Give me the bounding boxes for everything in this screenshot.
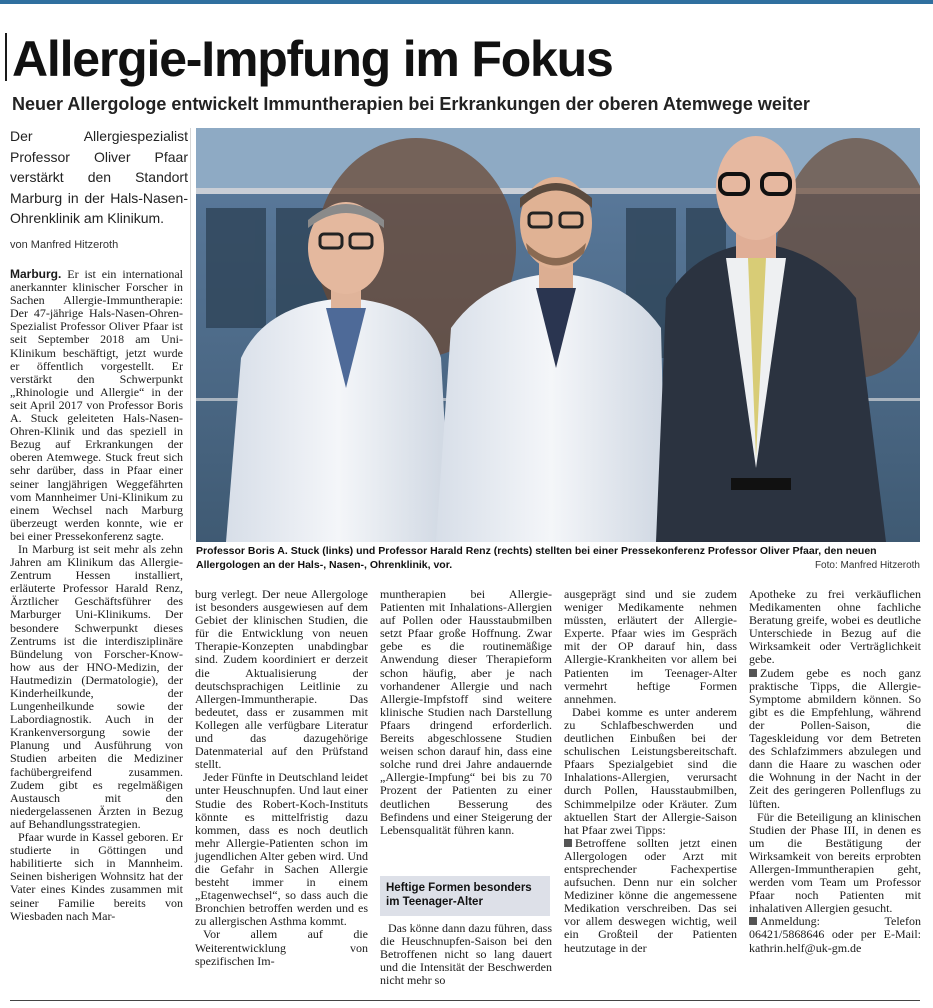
article-paragraph: [564, 837, 737, 955]
article-paragraph: Dabei komme es unter anderem zu Schlafbeschwerden und deutlichen Einbußen bei der schulischen Leistungsbereitschaft. Pfaars Spezialgebiet sind die Inhalations-Allergien, verursacht durch Pollen, Hausstaubmilben, Schimmelpilze oder Kräuter. Zum aktuellen Start der Allergie-Saison hat Pfaar zwei Tipps:: [564, 704, 737, 837]
photo-illustration: [196, 128, 920, 542]
section-subhead: Heftige Formen besonders im Teenager-Alter: [380, 876, 550, 916]
article-column-5: [749, 588, 921, 955]
article-column-2: [195, 588, 368, 968]
page-title: Allergie-Impfung im Fokus: [12, 31, 613, 87]
bullet-square-icon: [749, 917, 757, 925]
article-paragraph: In Marburg ist seit mehr als zehn Jahren am Klinikum das Allergie-Zentrum Hessen installiert, erläuterte Professor Harald Renz, Ärztlicher Geschäftsführer des Marburger Uni-Klinikums. Der besondere Schwerpunkt dieses Zentrums ist die interdisziplinäre Bündelung von Forscher-Know-how aus der HNO-Medizin, der Hautmedizin (Dermatologie), der Kinderheilkunde, der Lungenheilkunde sowie der Labordiagnostik. Auch in der Krankenversorgung sowie der Planung und Ausführung von Studien arbeiten die Mediziner fachübergreifend zusammen. Zudem gibt es regelmäßigen Austausch mit den niedergelassenen Ärzten in Bezug auf Behandlungsstrategien.: [10, 541, 183, 831]
top-rule: [0, 0, 933, 4]
article-paragraph: burg verlegt. Der neue Allergologe ist besonders ausgewiesen auf dem Gebiet der klinischen Studien, die für die Entwicklung von neuen Therapie-Konzepten unabdingbar sind. Zudem koordiniert er derzeit die Aktualisierung der deutschsprachigen Leitlinie zu Allergen-Immuntherapie. Das bedeutet, dass er zusammen mit Kollegen alle verfügbare Literatur und das dazugehörige Datenmaterial auf den Prüfstand stellt.: [195, 587, 368, 772]
article-paragraph: Pfaar wurde in Kassel geboren. Er studierte in Göttingen und habilitierte sich in Mannheim. Seinen bisherigen Wohnsitz hat der Vater eines Kindes zusammen mit seiner Familie bereits von Wiesbaden nach Mar-: [10, 830, 183, 923]
dateline: Marburg.: [10, 267, 62, 281]
byline: von Manfred Hitzeroth: [10, 239, 119, 251]
bullet-square-icon: [749, 669, 757, 677]
article-column-4: [564, 588, 737, 955]
photo-caption: Professor Boris A. Stuck (links) und Professor Harald Renz (rechts) stellten bei einer Pressekonferenz Professor Oliver Pfaar, den neuen Allergologen an der Hals-, Nasen-, Ohrenklinik, vor.: [196, 545, 877, 571]
article-paragraph: Für die Beteiligung an klinischen Studien der Phase III, in denen es um die Bestätigung der Wirksamkeit von bereits erprobten Allergen-Immuntherapien geht, werden vom Team um Professor Pfaar noch Patienten mit inhalativen Allergien gesucht.: [749, 809, 921, 916]
article-paragraph: [749, 667, 921, 811]
article-paragraph: Vor allem auf die Weiterentwicklung von spezifischen Im-: [195, 927, 368, 968]
article-column-1: [10, 268, 183, 923]
column-divider: [190, 128, 191, 540]
subtitle: Neuer Allergologe entwickelt Immuntherapien bei Erkrankungen der oberen Atemwege weiter: [12, 94, 810, 114]
teaser: Der Allergiespezialist Professor Oliver Pfaar verstärkt den Standort Marburg in der Hals-Nasen-Ohrenklinik am Klinikum.: [10, 128, 188, 226]
article-paragraph: [10, 268, 183, 543]
paragraph-text: Er ist ein international anerkannter klinischer Forscher in Sachen Allergie-Immuntherapie: Der 47-jährige Hals-Nasen-Ohren-Spezialist Professor Oliver Pfaar ist seit September 2018 am Uni-Klinikum beschäftigt, jetzt wurde er öffentlich vorgestellt. Er verstärkt den Schwerpunkt „Rhinologie und Allergie“ in der seit April 2017 von Professor Boris A. Stuck geleiteten Hals-Nasen-Ohren-Klinik und das speziell in Bezug auf Erkrankungen der oberen Atemwege. Stuck freut sich sehr darüber, dass in Pfaar einer seiner langjährigen Weggefährten vom Mannheimer Uni-Klinikum zu einem Wechsel nach Marburg überzeugt werden konnte, wie er bei einer Pressekonferenz sagte.: [10, 267, 183, 543]
article-photo: [196, 128, 920, 542]
bullet-square-icon: [564, 839, 572, 847]
article-paragraph: ausgeprägt sind und sie zudem weniger Medikamente nehmen müssten, erläutert der Allergie-Experte. Pfaar wies im Gespräch mit der OP darauf hin, dass Allergie-Krankheiten vor allem bei Patienten im Teenager-Alter vermehrt heftige Formen annehmen.: [564, 587, 737, 706]
article-column-3b: [380, 922, 552, 987]
article-paragraph: [749, 915, 921, 954]
bottom-rule: [10, 1000, 920, 1001]
photo-credit: Foto: Manfred Hitzeroth: [814, 560, 920, 571]
article-column-3: [380, 588, 552, 837]
article-paragraph: Jeder Fünfte in Deutschland leidet unter Heuschnupfen. Und laut einer Studie des Robert-Koch-Instituts könnte es mittelfristig dazu kommen, dass es noch deutlich mehr Allergie-Patienten schon im jugendlichen Alter geben wird. Und die Gefahr in Sachen Allergie besteht immer in einem „Etagenwechsel“, so dass auch die Bronchien betroffen werden und es zu allergischen Asthma kommt.: [195, 770, 368, 929]
paragraph-text: Betroffene sollten jetzt einen Allergologen oder Arzt mit entsprechender Fachexpertise aufsuchen. Denn nur ein solcher Mediziner könne die angemessene Medikation verschreiben. Das sei vor allem deswegen wichtig, weil ein Großteil der Patienten heutzutage in der: [564, 835, 737, 955]
paragraph-text: Zudem gebe es noch ganz praktische Tipps, die Allergie-Symptome abmildern können. So gibt es die Empfehlung, während der Pollen-Saison, die Tageskleidung vor dem Betreten des Schlafzimmers abzulegen und dann die Haare zu waschen oder die Wohnung in der Nacht in der Zeit des geringeren Pollenflugs zu lüften.: [749, 665, 921, 811]
headline-bar: [5, 33, 7, 81]
article-paragraph: Das könne dann dazu führen, dass die Heuschnupfen-Saison bei den Betroffenen nicht so lang dauert und die Intensität der Beschwerden nicht mehr so: [380, 921, 552, 988]
article-paragraph: Apotheke zu frei verkäuflichen Medikamenten ohne fachliche Beratung greife, wobei es deutliche Unterschiede in Bezug auf die Wirksamkeit oder Verträglichkeit gebe.: [749, 587, 921, 667]
article-paragraph: muntherapien bei Allergie-Patienten mit Inhalations-Allergien auf Pollen oder Hausstaubmilben setzt Pfaar große Hoffnung. Zwar gebe es die routinemäßige Anwendung dieser Therapieform schon häufig, aber je nach vorhandener Allergie und nach Allergie-Impfstoff sind weitere klinische Studien nach Darstellung Pfaars dringend erforderlich. Bereits abgeschlossene Studien weisen schon darauf hin, dass eine solche rund drei Jahre andauernde „Allergie-Impfung“ bei bis zu 70 Prozent der Patienten zu einer deutlichen Besserung des Befindens und einer Steigerung der Lebensqualität führen kann.: [380, 587, 552, 837]
paragraph-text: Anmeldung: Telefon 06421/5868646 oder per E-Mail: kathrin.helf@uk-gm.de: [749, 914, 921, 955]
